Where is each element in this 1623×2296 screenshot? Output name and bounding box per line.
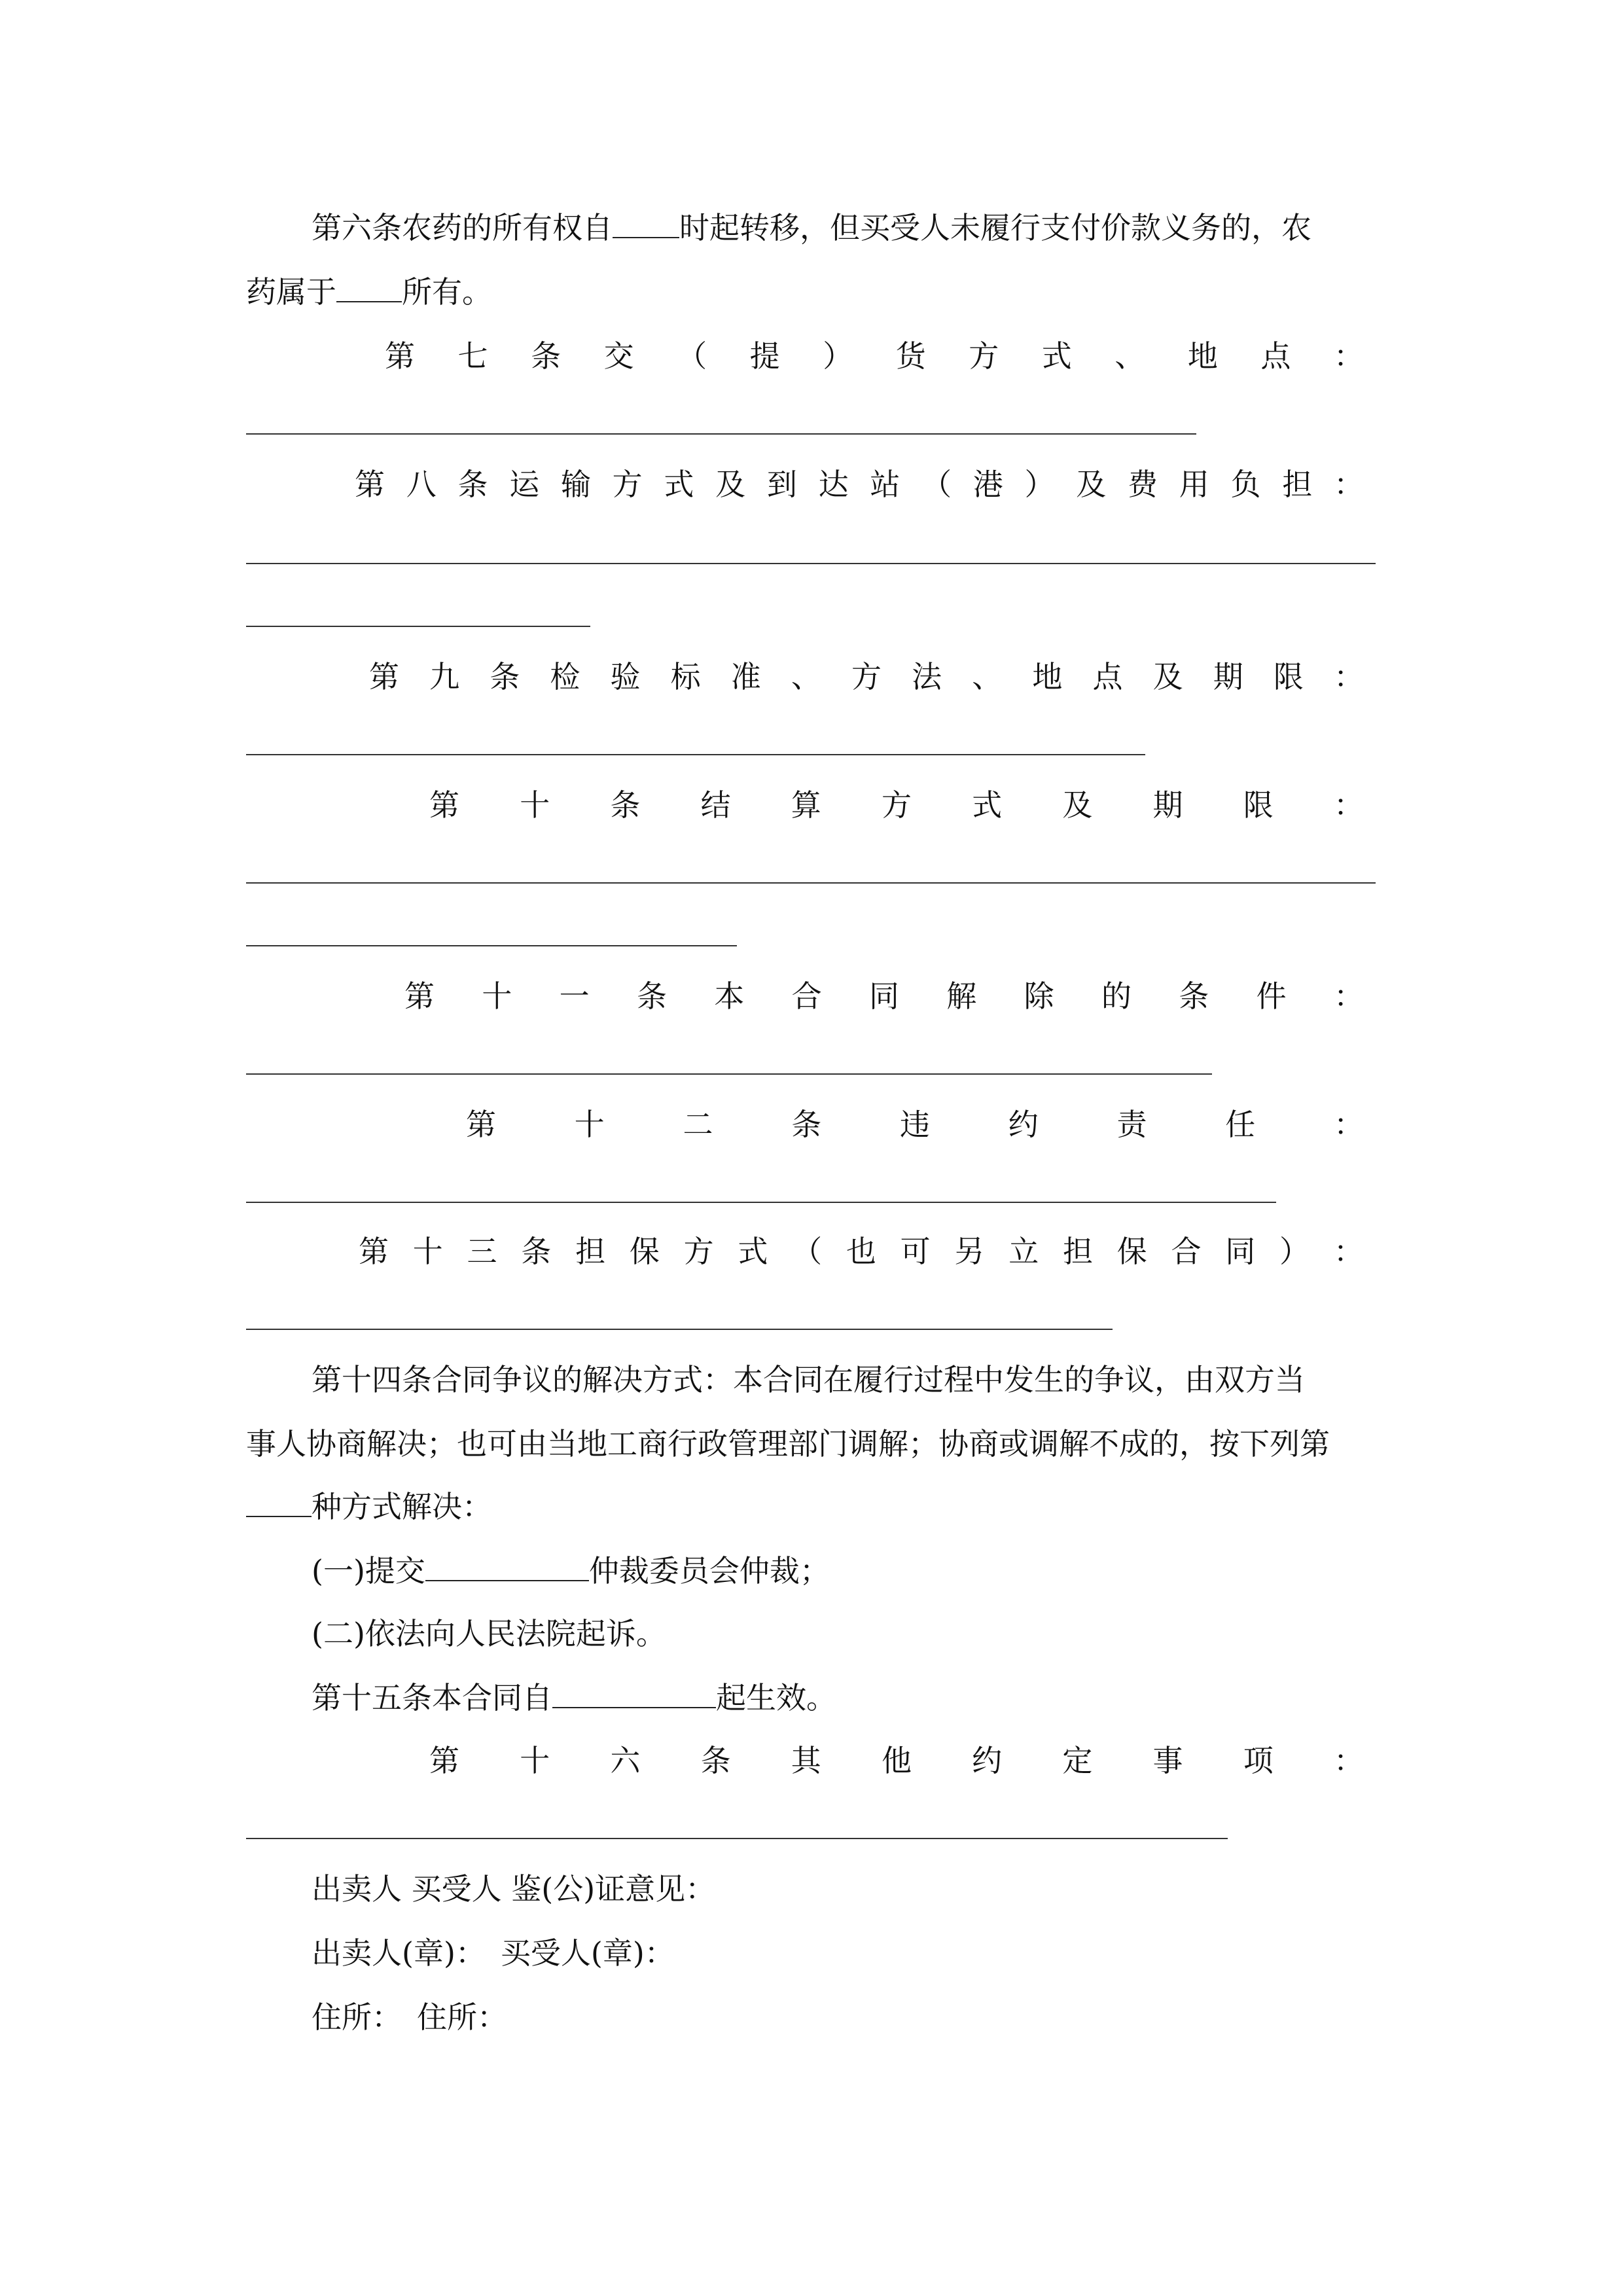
heading-char: 第 xyxy=(404,978,435,1014)
heading-char: ） xyxy=(1279,1234,1310,1269)
heading-char: 方 xyxy=(612,467,643,502)
heading-char: 本 xyxy=(714,978,745,1014)
heading-char: 限 xyxy=(1273,659,1304,694)
heading-char: 准 xyxy=(730,659,761,694)
heading-char: 保 xyxy=(1116,1234,1147,1269)
heading-char: 方 xyxy=(683,1234,714,1269)
heading-char: 提 xyxy=(749,338,780,374)
article-8-fill-line-2[interactable] xyxy=(246,626,590,627)
heading-char: 式 xyxy=(1041,338,1072,374)
article-11-fill-line[interactable] xyxy=(246,1073,1212,1075)
heading-char: 条 xyxy=(457,467,488,502)
heading-char: 条 xyxy=(636,978,667,1014)
heading-char: ： xyxy=(1334,1107,1364,1142)
heading-char: 项 xyxy=(1243,1743,1274,1778)
heading-char: ： xyxy=(1334,659,1364,694)
heading-char: 八 xyxy=(406,467,437,502)
heading-char: ： xyxy=(1333,787,1364,823)
heading-char: 第 xyxy=(385,338,415,374)
option-1: (一)提交 仲裁委员会仲裁； xyxy=(312,1553,830,1588)
heading-char: 合 xyxy=(1171,1234,1202,1269)
heading-char: 、 xyxy=(1115,338,1145,374)
article-9-heading xyxy=(369,657,1364,696)
article-11-heading xyxy=(404,977,1364,1016)
article-15-line: 第十五条本合同自 起生效。 xyxy=(312,1680,836,1715)
heading-char: 合 xyxy=(791,978,822,1014)
heading-char: 他 xyxy=(881,1743,912,1778)
heading-char: 定 xyxy=(1062,1743,1093,1778)
heading-char: 责 xyxy=(1116,1107,1147,1142)
heading-char: 达 xyxy=(818,467,849,502)
article-10-heading xyxy=(429,785,1364,825)
heading-char: 第 xyxy=(429,787,459,823)
heading-char: 二 xyxy=(683,1107,713,1142)
heading-char: 违 xyxy=(900,1107,930,1142)
heading-char: ： xyxy=(1333,467,1364,502)
article-13-heading xyxy=(359,1232,1364,1271)
heading-char: 立 xyxy=(1008,1234,1039,1269)
heading-char: 方 xyxy=(881,787,912,823)
heading-char: 交 xyxy=(603,338,634,374)
heading-char: 第 xyxy=(359,1234,389,1269)
heading-char: 站 xyxy=(870,467,901,502)
heading-char: 结 xyxy=(700,787,731,823)
heading-char: 三 xyxy=(467,1234,497,1269)
heading-char: 期 xyxy=(1213,659,1243,694)
heading-char: 货 xyxy=(895,338,926,374)
article-7-fill-line[interactable] xyxy=(246,433,1196,435)
article-14-line-3: 种方式解决： xyxy=(246,1487,492,1526)
heading-char: 保 xyxy=(629,1234,660,1269)
heading-char: （ xyxy=(792,1234,823,1269)
heading-char: 限 xyxy=(1243,787,1274,823)
heading-char: 十 xyxy=(520,787,550,823)
heading-char: 及 xyxy=(1152,659,1183,694)
heading-char: 负 xyxy=(1230,467,1261,502)
blank-field[interactable] xyxy=(613,211,679,238)
heading-char: 式 xyxy=(972,787,1003,823)
blank-field[interactable] xyxy=(246,1490,312,1517)
heading-char: 担 xyxy=(575,1234,606,1269)
heading-char: 费 xyxy=(1128,467,1158,502)
heading-char: 十 xyxy=(412,1234,443,1269)
article-12-fill-line[interactable] xyxy=(246,1202,1276,1203)
heading-char: 第 xyxy=(369,659,399,694)
heading-char: 输 xyxy=(560,467,591,502)
heading-char: 条 xyxy=(490,659,520,694)
article-16-heading xyxy=(429,1741,1364,1780)
heading-char: 除 xyxy=(1024,978,1054,1014)
blank-field[interactable] xyxy=(552,1681,716,1708)
option-2: (二)依法向人民法院起诉。 xyxy=(312,1616,666,1651)
heading-char: 标 xyxy=(670,659,701,694)
heading-char: 担 xyxy=(1282,467,1313,502)
heading-char: ） xyxy=(1024,467,1055,502)
heading-char: 期 xyxy=(1152,787,1183,823)
heading-char: 港 xyxy=(972,467,1003,502)
heading-char: 法 xyxy=(912,659,942,694)
signature-seals: 出卖人(章)： 买受人(章)： xyxy=(312,1935,675,1971)
article-14-line-2: 事人协商解决；也可由当地工商行政管理部门调解；协商或调解不成的，按下列第 xyxy=(246,1426,1330,1462)
heading-char: 方 xyxy=(851,659,882,694)
heading-char: 及 xyxy=(715,467,746,502)
heading-char: 解 xyxy=(946,978,977,1014)
heading-char: 十 xyxy=(482,978,512,1014)
heading-char: ： xyxy=(1333,1743,1364,1778)
heading-char: 到 xyxy=(766,467,797,502)
article-13-fill-line[interactable] xyxy=(246,1329,1113,1330)
heading-char: 其 xyxy=(791,1743,821,1778)
heading-char: （ xyxy=(921,467,952,502)
heading-char: 第 xyxy=(429,1743,459,1778)
heading-char: 检 xyxy=(550,659,580,694)
heading-char: 可 xyxy=(900,1234,931,1269)
article-7-heading xyxy=(385,336,1364,376)
article-10-fill-line-1[interactable] xyxy=(246,882,1376,884)
heading-char: 方 xyxy=(969,338,999,374)
heading-char: 及 xyxy=(1062,787,1093,823)
heading-char: 、 xyxy=(791,659,821,694)
heading-char: 十 xyxy=(574,1107,605,1142)
heading-char: 一 xyxy=(559,978,590,1014)
heading-char: 用 xyxy=(1179,467,1209,502)
heading-char: 第 xyxy=(355,467,385,502)
heading-char: 式 xyxy=(738,1234,768,1269)
heading-char: 、 xyxy=(972,659,1003,694)
signature-parties: 出卖人 买受人 鉴(公)证意见： xyxy=(312,1871,716,1907)
heading-char: 十 xyxy=(520,1743,550,1778)
heading-char: 六 xyxy=(610,1743,641,1778)
heading-char: 及 xyxy=(1076,467,1107,502)
heading-char: 点 xyxy=(1092,659,1123,694)
article-16-fill-line[interactable] xyxy=(246,1838,1228,1839)
article-14-line-1: 第十四条合同争议的解决方式：本合同在履行过程中发生的争议，由双方当 xyxy=(312,1362,1305,1397)
heading-char: 地 xyxy=(1032,659,1063,694)
heading-char: 条 xyxy=(1179,978,1209,1014)
heading-char: 地 xyxy=(1187,338,1218,374)
heading-char: 的 xyxy=(1101,978,1132,1014)
signature-address: 住所： 住所： xyxy=(312,2000,507,2035)
heading-char: ： xyxy=(1333,338,1364,374)
heading-char: （ xyxy=(677,338,707,374)
heading-char: 条 xyxy=(791,1107,822,1142)
heading-char: 点 xyxy=(1260,338,1291,374)
blank-field[interactable] xyxy=(336,275,402,302)
blank-field[interactable] xyxy=(425,1554,589,1581)
heading-char: 条 xyxy=(700,1743,731,1778)
article-6-line-1: 第六条农药的所有权自 时起转移，但买受人未履行支付价款义务的，农 xyxy=(312,210,1311,245)
heading-char: 条 xyxy=(521,1234,552,1269)
heading-char: 条 xyxy=(531,338,562,374)
article-6-line-2: 药属于 所有。 xyxy=(246,274,492,310)
heading-char: 运 xyxy=(509,467,540,502)
heading-char: ： xyxy=(1333,978,1364,1014)
heading-char: ） xyxy=(823,338,853,374)
heading-char: 也 xyxy=(846,1234,876,1269)
heading-char: 验 xyxy=(610,659,641,694)
heading-char: 约 xyxy=(972,1743,1003,1778)
article-10-fill-line-2[interactable] xyxy=(246,945,737,946)
heading-char: 同 xyxy=(1225,1234,1256,1269)
article-8-heading xyxy=(355,465,1364,504)
heading-char: 约 xyxy=(1008,1107,1039,1142)
heading-char: 另 xyxy=(954,1234,985,1269)
heading-char: 条 xyxy=(610,787,641,823)
heading-char: 事 xyxy=(1152,1743,1183,1778)
heading-char: 担 xyxy=(1062,1234,1093,1269)
heading-char: 件 xyxy=(1256,978,1287,1014)
article-12-heading xyxy=(466,1105,1364,1144)
heading-char: ： xyxy=(1333,1234,1364,1269)
heading-char: 七 xyxy=(457,338,488,374)
heading-char: 九 xyxy=(429,659,460,694)
heading-char: 算 xyxy=(791,787,821,823)
heading-char: 式 xyxy=(664,467,694,502)
article-9-fill-line[interactable] xyxy=(246,754,1145,755)
heading-char: 同 xyxy=(868,978,899,1014)
article-8-fill-line-1[interactable] xyxy=(246,563,1376,564)
heading-char: 第 xyxy=(466,1107,496,1142)
heading-char: 任 xyxy=(1225,1107,1256,1142)
